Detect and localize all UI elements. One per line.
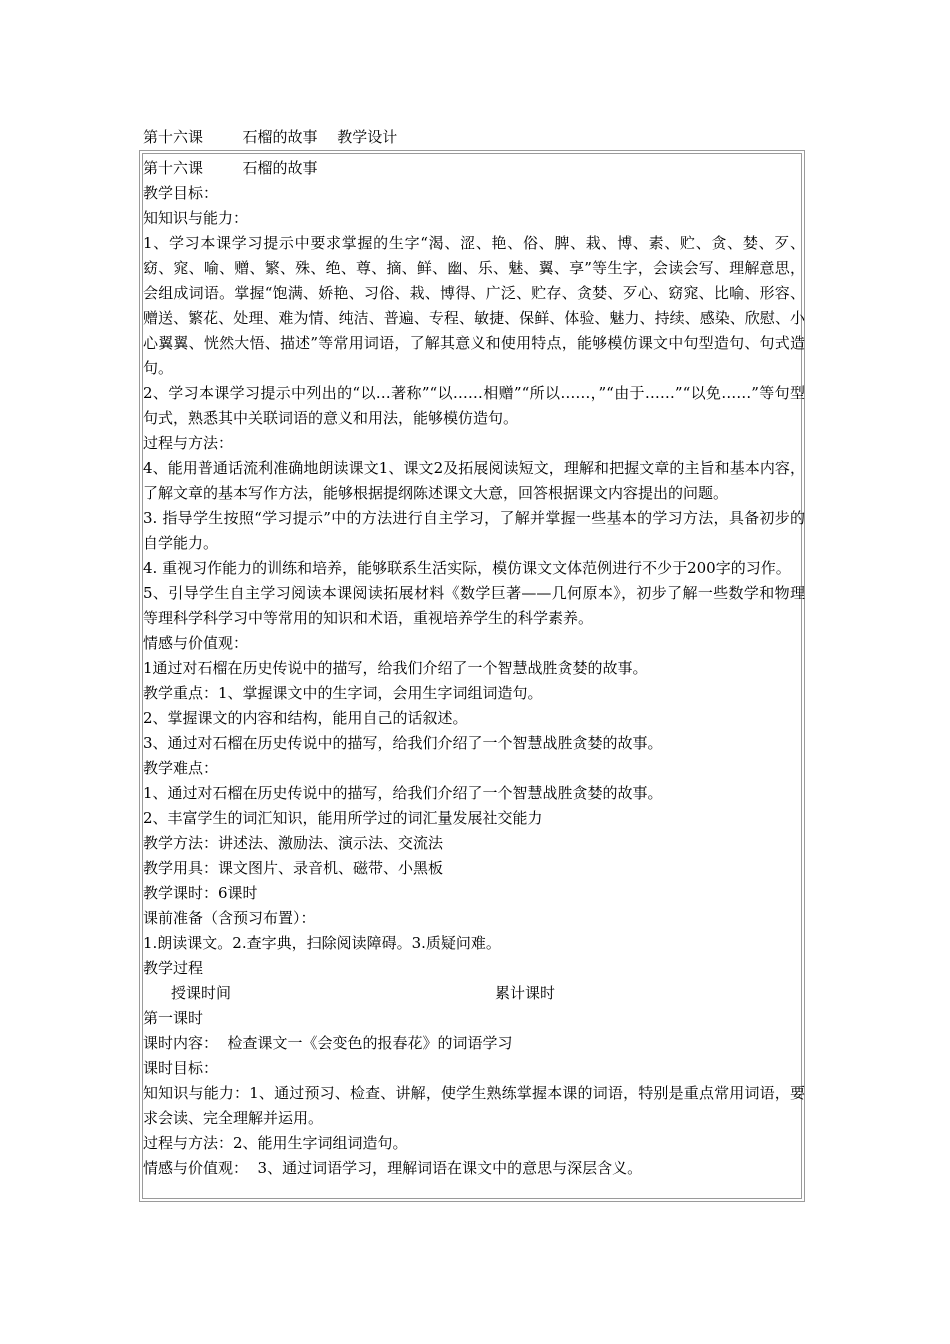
text-line: 课前准备（含预习布置）： (143, 909, 316, 927)
text-line: 1、学习本课学习提示中要求掌握的生字“渴、涩、艳、俗、脾、栽、博、素、贮、贪、婪、歹、窈、窕、喻、赠、繁、殊、绝、尊、摘、鲜、幽、乐、魅、翼、享”等生字，会读会写、理解意思，会组成词语。掌握“饱满、娇艳、习俗、栽、博得、广泛、贮存、贪婪、歹心、窈窕、比喻、形容、赠送、繁花、处理、难为情、纯洁、普遍、专程、敏捷、保鲜、体验、魅力、持续、感染、欣慰、小心翼翼、恍然大悟、描述”等常用词语，了解其意义和使用特点，能够模仿课文中句型造句、句式造句。 (143, 234, 805, 377)
text-line: 2、学习本课学习提示中列出的“以…著称”“以……相赠”“所以……，”“由于……”“以免……”等句型句式，熟悉其中关联词语的意义和用法，能够模仿造句。 (143, 384, 805, 427)
total-periods-label: 累计课时 (495, 984, 556, 1002)
lesson-heading: 第十六课 石榴的故事 (143, 159, 318, 177)
period-goal-label: 课时目标： (143, 1059, 219, 1077)
text-line: 3、通过对石榴在历史传说中的描写，给我们介绍了一个智慧战胜贪婪的故事。 (143, 734, 663, 752)
text-line: 情感与价值观： 3、通过词语学习，理解词语在课文中的意思与深层含义。 (143, 1159, 643, 1177)
text-line: 1.朗读课文。2.查字典，扫除阅读障碍。3.质疑问难。 (143, 934, 501, 952)
document-title: 第十六课 石榴的故事 教学设计 (143, 128, 398, 146)
table-cell-content (143, 156, 805, 1181)
teaching-time-label: 授课时间 (171, 984, 232, 1002)
text-line: 教学目标： (143, 184, 219, 202)
text-line: 过程与方法：2、能用生字词组词造句。 (143, 1134, 408, 1152)
text-line: 4. 重视习作能力的训练和培养，能够联系生活实际，模仿课文文体范例进行不少于200字的习作。 (143, 559, 791, 577)
text-line: 2、丰富学生的词汇知识，能用所学过的词汇量发展社交能力 (143, 809, 543, 827)
period-content: 课时内容： 检查课文一《会变色的报春花》的词语学习 (143, 1034, 513, 1052)
schedule-header-row (143, 981, 805, 1006)
period-title: 第一课时 (143, 1009, 204, 1027)
text-line: 教学用具：课文图片、录音机、磁带、小黑板 (143, 859, 444, 877)
text-line: 教学重点：1、掌握课文中的生字词，会用生字词组词造句。 (143, 684, 543, 702)
text-line: 教学课时：6课时 (143, 884, 258, 902)
text-line: 教学方法：讲述法、激励法、演示法、交流法 (143, 834, 444, 852)
text-line: 5、引导学生自主学习阅读本课阅读拓展材料《数学巨著——几何原本》，初步了解一些数学和物理等理科学科学习中等常用的知识和术语，重视培养学生的科学素养。 (143, 584, 805, 627)
text-line: 教学过程 (143, 959, 204, 977)
text-line: 4、能用普通话流利准确地朗读课文1、课文2及拓展阅读短文，理解和把握文章的主旨和基本内容，了解文章的基本写作方法，能够根据提纲陈述课文大意，回答根据课文内容提出的问题。 (143, 459, 805, 502)
text-line: 知知识与能力：1、通过预习、检查、讲解，使学生熟练掌握本课的词语，特别是重点常用词语，要求会读、完全理解并运用。 (143, 1084, 805, 1127)
text-line: 3. 指导学生按照“学习提示”中的方法进行自主学习，了解并掌握一些基本的学习方法，具备初步的自学能力。 (143, 509, 805, 552)
text-line: 教学难点： (143, 759, 219, 777)
text-line: 知知识与能力： (143, 209, 249, 227)
text-line: 1通过对石榴在历史传说中的描写，给我们介绍了一个智慧战胜贪婪的故事。 (143, 659, 648, 677)
text-line: 情感与价值观： (143, 634, 249, 652)
text-line: 1、通过对石榴在历史传说中的描写，给我们介绍了一个智慧战胜贪婪的故事。 (143, 784, 663, 802)
text-line: 2、掌握课文的内容和结构，能用自己的话叙述。 (143, 709, 468, 727)
text-line: 过程与方法： (143, 434, 234, 452)
